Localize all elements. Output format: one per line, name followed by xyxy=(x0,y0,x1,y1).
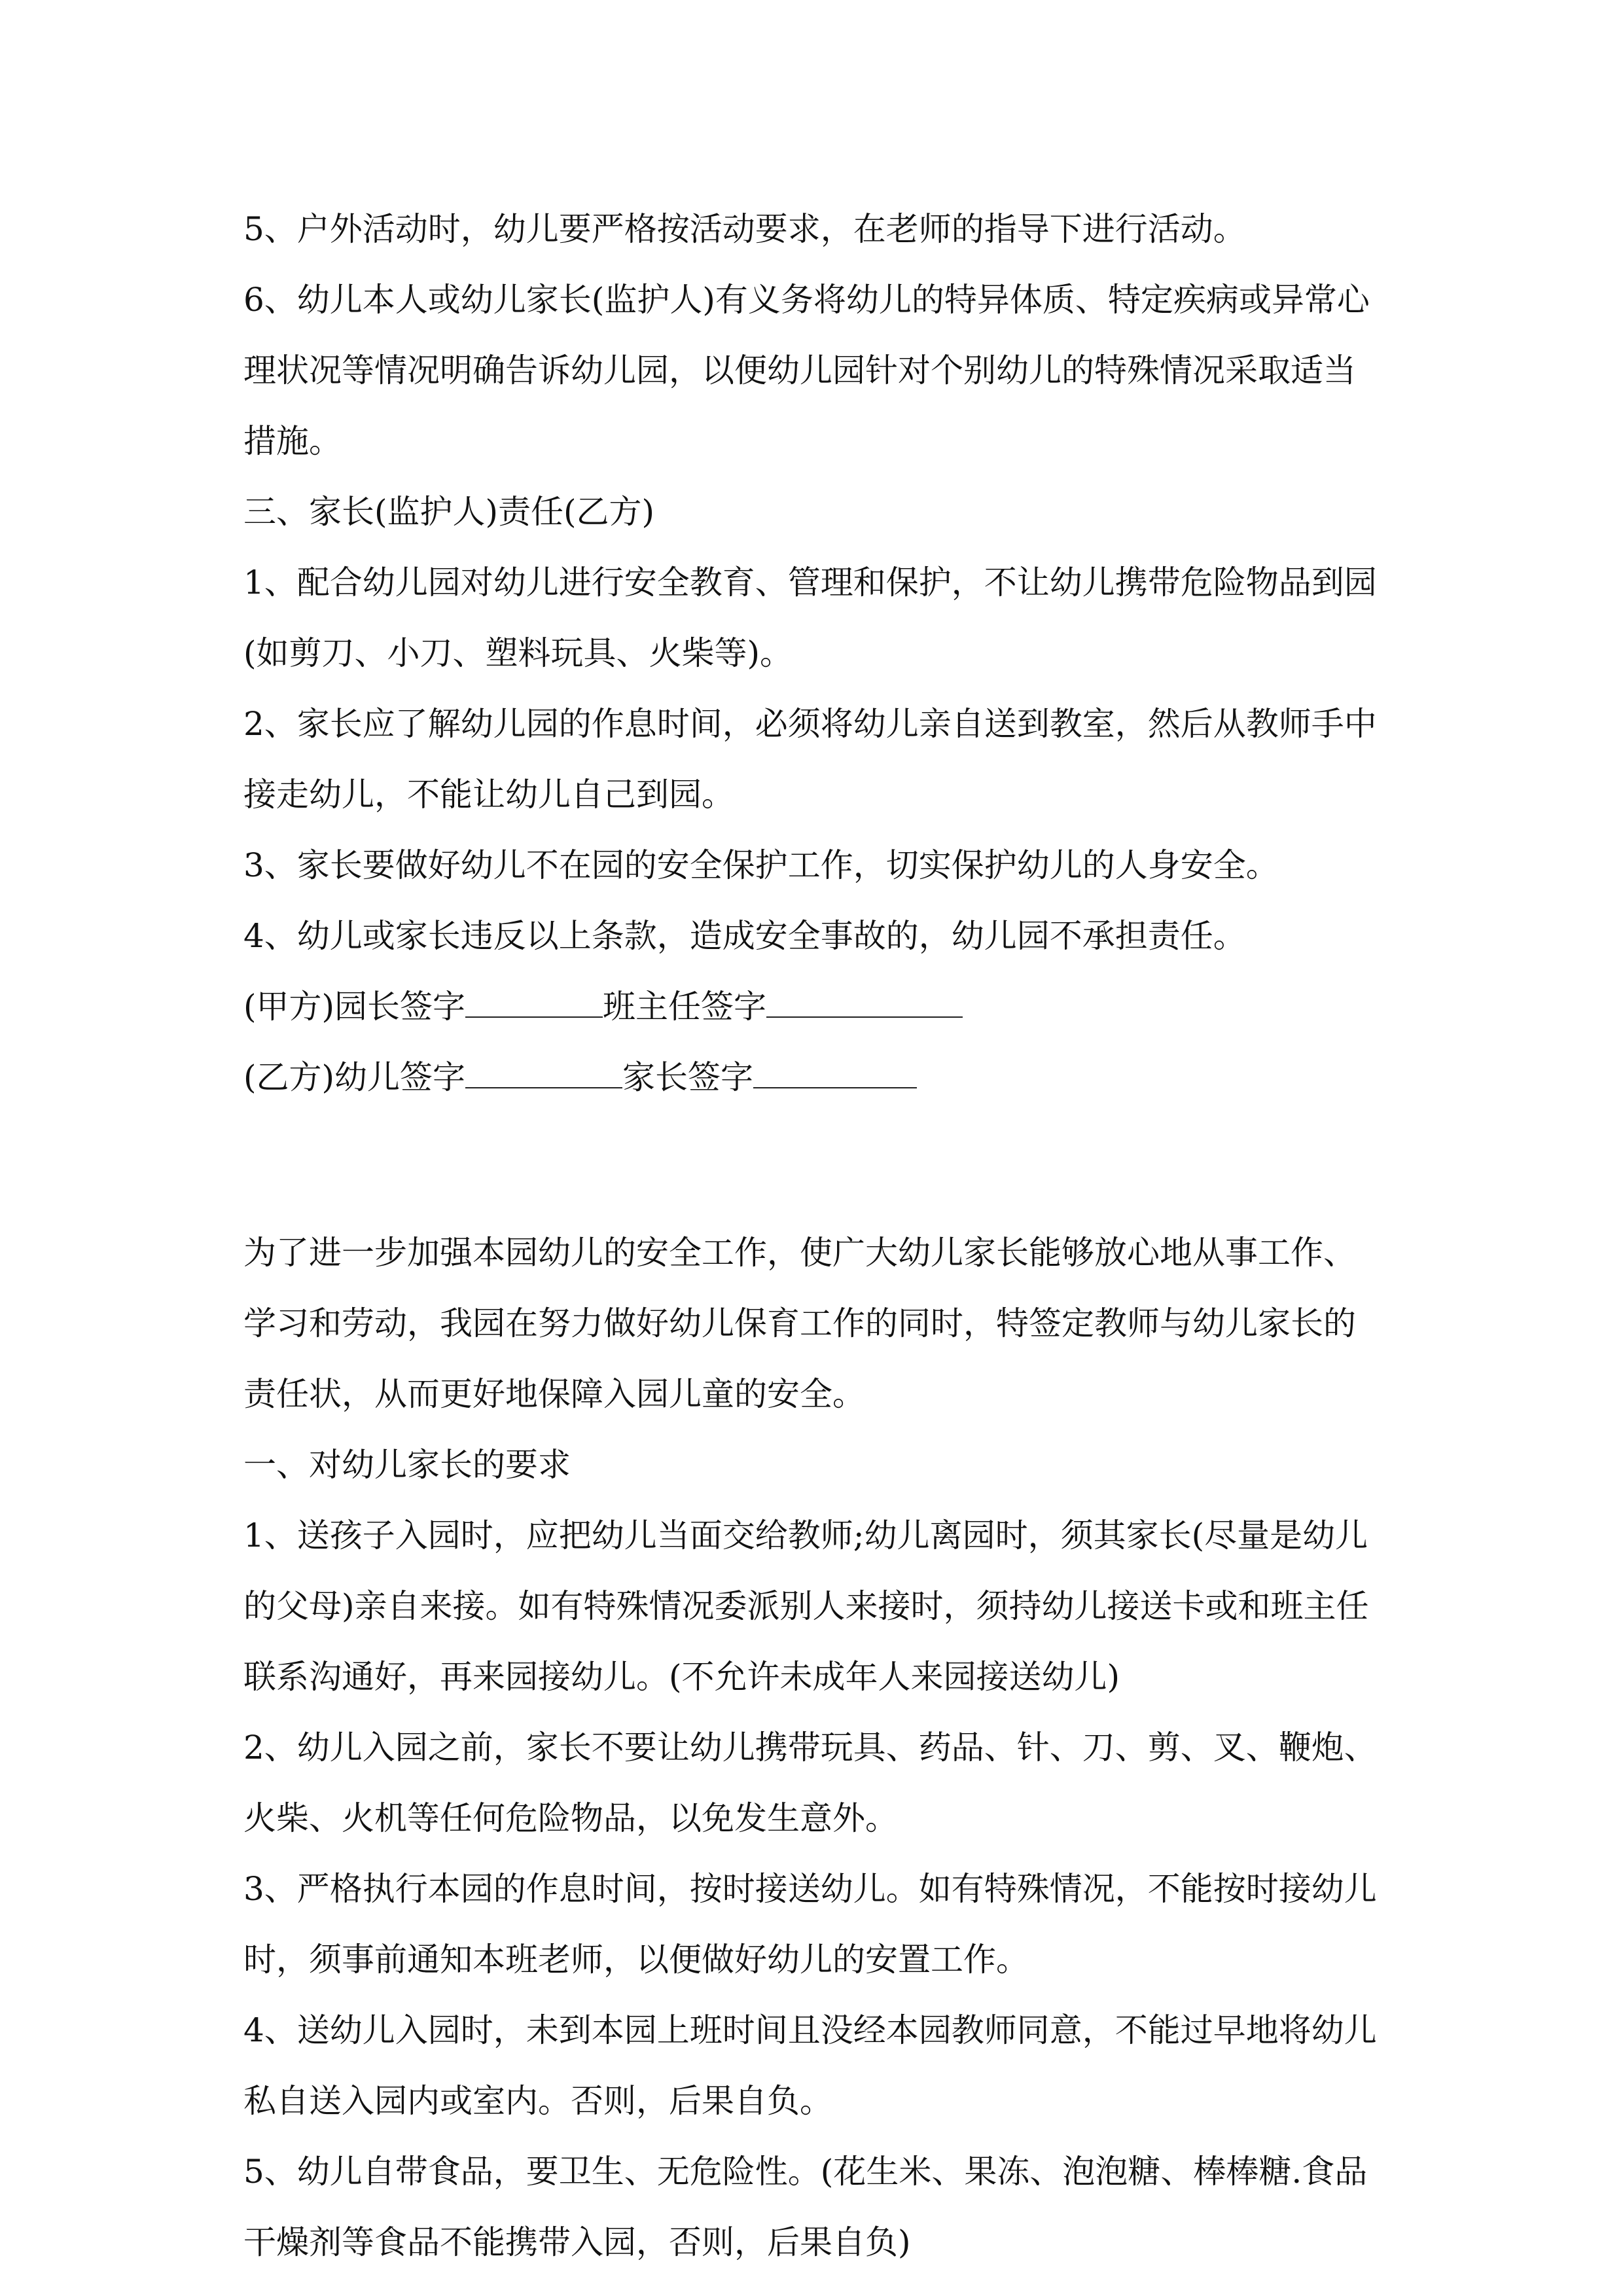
section-spacer xyxy=(243,1113,1380,1217)
requirement-item: 4、送幼儿入园时，未到本园上班时间且没经本园教师同意，不能过早地将幼儿私自送入园内或室内。否则，后果自负。 xyxy=(243,2011,1377,2120)
parent-duty-item: 1、配合幼儿园对幼儿进行安全教育、管理和保护，不让幼儿携带危险物品到园(如剪刀、小刀、塑料玩具、火柴等)。 xyxy=(243,564,1377,672)
principal-signature-label: (甲方)园长签字 xyxy=(243,988,466,1026)
parent-duty-item: 2、家长应了解幼儿园的作息时间，必须将幼儿亲自送到教室，然后从教师手中接走幼儿，不能让幼儿自己到园。 xyxy=(243,705,1377,814)
principal-signature-field[interactable] xyxy=(465,978,603,1018)
requirement-item: 5、幼儿自带食品，要卫生、无危险性。(花生米、果冻、泡泡糖、棒棒糖.食品干燥剂等食品不能携带入园，否则，后果自负) xyxy=(243,2153,1368,2261)
requirement-item: 1、送孩子入园时，应把幼儿当面交给教师;幼儿离园时，须其家长(尽量是幼儿的父母)亲自来接。如有特殊情况委派别人来接时，须持幼儿接送卡或和班主任联系沟通好，再来园接幼儿。(不允许未成年人来园接送幼儿) xyxy=(243,1516,1369,1696)
parent-signature-field[interactable] xyxy=(753,1049,917,1088)
intro-paragraph: 为了进一步加强本园幼儿的安全工作，使广大幼儿家长能够放心地从事工作、学习和劳动，我园在努力做好幼儿保育工作的同时，特签定教师与幼儿家长的责任状，从而更好地保障入园儿童的安全。 xyxy=(243,1234,1356,1413)
section-heading-parent-duties: 三、家长(监护人)责任(乙方) xyxy=(243,493,655,531)
document-body xyxy=(243,194,1380,2278)
child-signature-label: (乙方)幼儿签字 xyxy=(243,1058,466,1096)
signature-row-party-a xyxy=(243,971,1380,1042)
parent-duty-item: 3、家长要做好幼儿不在园的安全保护工作，切实保护幼儿的人身安全。 xyxy=(243,846,1279,884)
signature-row-party-b xyxy=(243,1042,1380,1113)
teacher-signature-field[interactable] xyxy=(766,978,963,1018)
clause-special-conditions: 6、幼儿本人或幼儿家长(监护人)有义务将幼儿的特异体质、特定疾病或异常心理状况等情况明确告诉幼儿园，以便幼儿园针对个别幼儿的特殊情况采取适当措施。 xyxy=(243,281,1370,460)
requirement-item: 3、严格执行本园的作息时间，按时接送幼儿。如有特殊情况，不能按时接幼儿时，须事前通知本班老师，以便做好幼儿的安置工作。 xyxy=(243,1870,1377,1979)
requirement-item: 2、幼儿入园之前，家长不要让幼儿携带玩具、药品、针、刀、剪、叉、鞭炮、火柴、火机等任何危险物品，以免发生意外。 xyxy=(243,1729,1377,1837)
clause-outdoor-activity: 5、户外活动时，幼儿要严格按活动要求，在老师的指导下进行活动。 xyxy=(243,210,1246,248)
child-signature-field[interactable] xyxy=(465,1049,622,1088)
teacher-signature-label: 班主任签字 xyxy=(603,988,767,1026)
parent-duty-item: 4、幼儿或家长违反以上条款，造成安全事故的，幼儿园不承担责任。 xyxy=(243,917,1246,955)
section-heading-parent-requirements: 一、对幼儿家长的要求 xyxy=(243,1446,571,1484)
parent-signature-label: 家长签字 xyxy=(622,1058,754,1096)
